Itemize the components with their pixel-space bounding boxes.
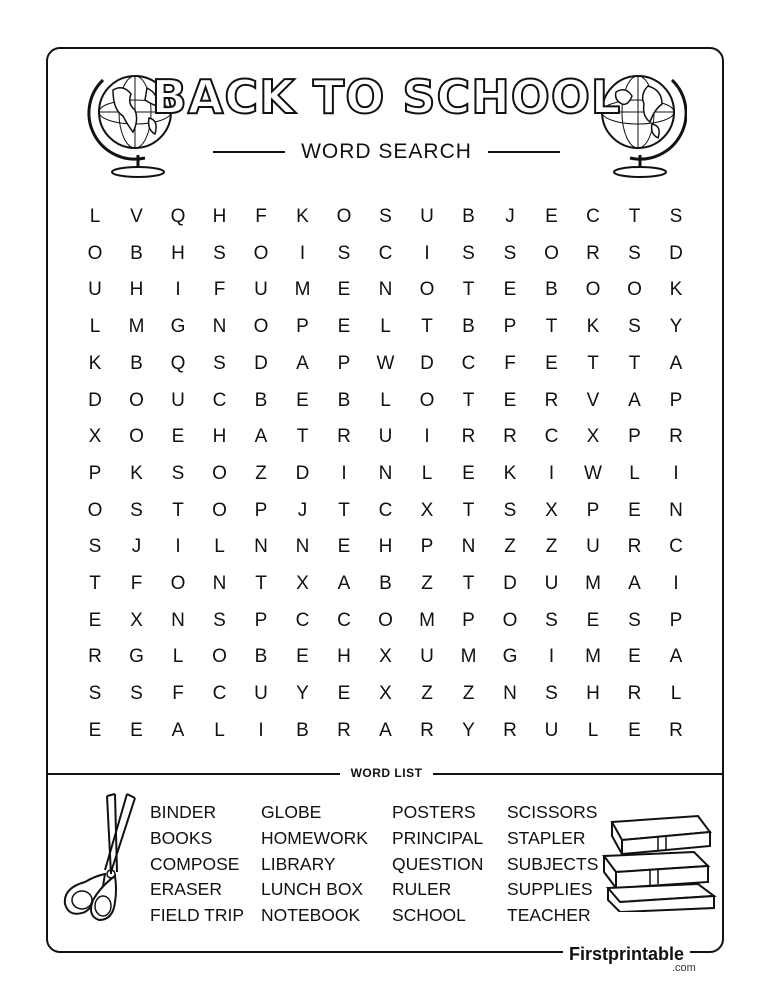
- grid-letter[interactable]: C: [378, 242, 393, 264]
- grid-letter[interactable]: H: [171, 242, 185, 264]
- grid-letter[interactable]: C: [378, 499, 393, 521]
- grid-letter[interactable]: Z: [255, 462, 267, 484]
- grid-letter[interactable]: E: [628, 499, 641, 521]
- word-list-divider-left: [46, 773, 340, 775]
- grid-letter[interactable]: G: [170, 316, 186, 338]
- grid-letter[interactable]: A: [171, 719, 185, 741]
- grid-letter[interactable]: E: [503, 279, 517, 301]
- grid-letter[interactable]: S: [337, 242, 351, 264]
- grid-letter[interactable]: M: [419, 609, 435, 631]
- grid-letter[interactable]: A: [296, 352, 309, 374]
- grid-letter[interactable]: T: [587, 352, 599, 374]
- grid-letter[interactable]: T: [545, 316, 558, 338]
- grid-letter[interactable]: T: [462, 279, 475, 301]
- grid-letter[interactable]: E: [503, 389, 517, 411]
- grid-letter[interactable]: C: [461, 352, 476, 374]
- word-list-item: GLOBE: [261, 802, 322, 822]
- grid-letter[interactable]: T: [338, 499, 350, 521]
- grid-letter[interactable]: O: [212, 646, 227, 668]
- grid-letter[interactable]: G: [502, 646, 518, 668]
- grid-letter[interactable]: U: [378, 426, 393, 448]
- grid-letter[interactable]: K: [130, 462, 143, 484]
- grid-letter[interactable]: W: [376, 352, 395, 374]
- grid-letter[interactable]: P: [503, 316, 517, 338]
- grid-letter[interactable]: A: [379, 719, 392, 741]
- grid-letter[interactable]: B: [379, 573, 392, 594]
- grid-letter[interactable]: B: [254, 389, 268, 411]
- grid-letter[interactable]: U: [544, 573, 559, 594]
- grid-letter[interactable]: G: [129, 646, 144, 668]
- grid-letter[interactable]: E: [545, 352, 558, 374]
- grid-letter[interactable]: I: [424, 426, 430, 448]
- grid-letter[interactable]: M: [585, 646, 601, 668]
- scissors-icon: [55, 790, 145, 925]
- grid-letter[interactable]: S: [213, 242, 226, 264]
- grid-letter[interactable]: S: [171, 462, 185, 484]
- grid-letter[interactable]: E: [88, 609, 102, 631]
- grid-letter[interactable]: D: [420, 352, 434, 374]
- grid-letter[interactable]: F: [172, 683, 184, 705]
- grid-letter[interactable]: I: [548, 646, 555, 668]
- grid-letter[interactable]: O: [419, 279, 435, 301]
- word-list-label: WORD LIST: [350, 766, 423, 780]
- grid-letter[interactable]: R: [669, 426, 683, 448]
- grid-letter[interactable]: P: [88, 462, 102, 484]
- grid-letter[interactable]: Y: [669, 316, 683, 338]
- grid-letter[interactable]: M: [460, 646, 477, 668]
- grid-letter[interactable]: O: [585, 279, 601, 301]
- grid-letter[interactable]: L: [380, 389, 391, 411]
- grid-letter[interactable]: E: [586, 609, 600, 631]
- grid-letter[interactable]: P: [420, 536, 434, 558]
- grid-letter[interactable]: L: [587, 719, 599, 741]
- word-list-item: HOMEWORK: [261, 827, 368, 848]
- grid-letter[interactable]: K: [296, 206, 309, 227]
- grid-letter[interactable]: B: [545, 279, 558, 301]
- grid-letter[interactable]: C: [337, 609, 351, 631]
- grid-letter[interactable]: K: [503, 462, 517, 484]
- grid-letter[interactable]: E: [296, 389, 309, 411]
- grid-letter[interactable]: O: [170, 573, 186, 594]
- grid-letter[interactable]: O: [87, 242, 103, 264]
- grid-letter[interactable]: L: [89, 206, 101, 227]
- grid-letter[interactable]: R: [627, 536, 642, 558]
- grid-letter[interactable]: J: [505, 206, 515, 227]
- grid-letter[interactable]: N: [461, 536, 476, 558]
- grid-letter[interactable]: S: [503, 499, 517, 521]
- grid-letter[interactable]: D: [503, 573, 517, 594]
- grid-letter[interactable]: H: [378, 536, 393, 558]
- grid-letter[interactable]: R: [503, 426, 517, 448]
- word-list-item: LUNCH BOX: [261, 879, 364, 900]
- grid-letter[interactable]: T: [421, 316, 433, 338]
- grid-letter[interactable]: A: [628, 573, 641, 594]
- grid-letter[interactable]: A: [337, 573, 351, 594]
- grid-letter[interactable]: E: [337, 316, 351, 338]
- grid-letter[interactable]: E: [545, 206, 558, 227]
- grid-letter[interactable]: T: [89, 573, 101, 594]
- grid-letter[interactable]: E: [628, 646, 641, 668]
- grid-letter[interactable]: S: [503, 242, 517, 264]
- grid-letter[interactable]: M: [128, 316, 145, 338]
- grid-letter[interactable]: N: [378, 279, 393, 301]
- grid-letter[interactable]: K: [88, 352, 102, 374]
- grid-letter[interactable]: R: [337, 719, 351, 741]
- grid-letter[interactable]: S: [628, 609, 641, 631]
- grid-letter[interactable]: E: [171, 426, 185, 448]
- word-list-column-4: [507, 800, 598, 929]
- grid-letter[interactable]: P: [254, 499, 268, 521]
- grid-letter[interactable]: T: [628, 206, 641, 227]
- grid-letter[interactable]: L: [670, 683, 682, 705]
- grid-letter[interactable]: B: [130, 352, 143, 374]
- grid-letter[interactable]: B: [130, 242, 143, 264]
- grid-letter[interactable]: O: [129, 426, 144, 448]
- grid-letter[interactable]: O: [212, 499, 227, 521]
- grid-letter[interactable]: O: [253, 316, 269, 338]
- grid-letter[interactable]: T: [296, 426, 309, 448]
- grid-letter[interactable]: O: [419, 389, 435, 411]
- grid-letter[interactable]: I: [548, 462, 555, 484]
- grid-letter[interactable]: T: [462, 499, 475, 521]
- grid-letter[interactable]: R: [88, 646, 102, 668]
- grid-letter[interactable]: R: [586, 242, 600, 264]
- grid-letter[interactable]: R: [503, 719, 517, 741]
- grid-letter[interactable]: I: [299, 242, 306, 264]
- grid-letter[interactable]: U: [171, 389, 185, 411]
- grid-letter[interactable]: P: [337, 352, 351, 374]
- grid-letter[interactable]: R: [544, 389, 559, 411]
- grid-letter[interactable]: H: [212, 426, 227, 448]
- grid-letter[interactable]: H: [129, 279, 144, 301]
- grid-letter[interactable]: B: [296, 719, 309, 741]
- grid-letter[interactable]: F: [504, 352, 516, 374]
- grid-letter[interactable]: H: [337, 646, 351, 668]
- grid-letter[interactable]: H: [212, 206, 227, 227]
- grid-letter[interactable]: E: [628, 719, 641, 741]
- word-list-item: LIBRARY: [261, 853, 336, 874]
- grid-letter[interactable]: I: [175, 536, 181, 558]
- grid-letter[interactable]: S: [545, 609, 558, 631]
- grid-letter[interactable]: S: [88, 683, 102, 705]
- grid-letter[interactable]: S: [462, 242, 475, 264]
- grid-letter[interactable]: I: [673, 573, 679, 594]
- grid-letter[interactable]: N: [254, 536, 268, 558]
- grid-letter[interactable]: X: [586, 426, 600, 448]
- word-list-item: FIELD TRIP: [150, 905, 245, 926]
- grid-letter[interactable]: P: [296, 316, 309, 338]
- grid-letter[interactable]: K: [586, 316, 600, 338]
- grid-letter[interactable]: O: [627, 279, 642, 301]
- grid-letter[interactable]: N: [212, 573, 227, 594]
- grid-letter[interactable]: E: [337, 536, 351, 558]
- page-title: BACK TO SCHOOL: [151, 70, 622, 124]
- grid-letter[interactable]: P: [628, 426, 641, 448]
- grid-letter[interactable]: E: [130, 719, 143, 741]
- grid-letter[interactable]: L: [89, 316, 101, 338]
- word-list-column-2: [261, 800, 368, 929]
- word-list-item: SUBJECTS: [507, 853, 599, 874]
- word-list-item: SCISSORS: [507, 802, 598, 822]
- grid-letter[interactable]: E: [462, 462, 475, 484]
- grid-letter[interactable]: X: [130, 609, 143, 631]
- grid-letter[interactable]: N: [503, 683, 517, 705]
- grid-letter[interactable]: S: [130, 499, 143, 521]
- grid-letter[interactable]: X: [545, 499, 558, 521]
- grid-letter[interactable]: Y: [462, 719, 475, 741]
- grid-letter[interactable]: T: [628, 352, 641, 374]
- grid-letter[interactable]: Y: [296, 683, 309, 705]
- grid-letter[interactable]: X: [420, 499, 434, 521]
- grid-letter[interactable]: C: [669, 536, 683, 558]
- grid-letter[interactable]: A: [254, 426, 268, 448]
- grid-letter[interactable]: S: [628, 316, 641, 338]
- grid-letter[interactable]: B: [254, 646, 268, 668]
- grid-letter[interactable]: L: [629, 462, 640, 484]
- grid-letter[interactable]: A: [669, 646, 683, 668]
- grid-letter[interactable]: A: [669, 352, 683, 374]
- grid-letter[interactable]: U: [254, 683, 268, 705]
- grid-letter[interactable]: B: [462, 316, 475, 338]
- word-list-item: COMPOSE: [150, 853, 240, 874]
- grid-letter[interactable]: F: [255, 206, 267, 227]
- word-list-item: SUPPLIES: [507, 879, 593, 900]
- grid-letter[interactable]: Q: [170, 352, 186, 374]
- word-list-divider-right: [433, 773, 724, 775]
- grid-letter[interactable]: R: [337, 426, 351, 448]
- word-list-item: BOOKS: [150, 827, 213, 848]
- grid-letter[interactable]: Z: [421, 683, 433, 705]
- grid-letter[interactable]: E: [88, 719, 102, 741]
- grid-letter[interactable]: N: [669, 499, 683, 521]
- grid-letter[interactable]: P: [669, 389, 683, 411]
- grid-letter[interactable]: U: [420, 206, 434, 227]
- word-list-item: TEACHER: [507, 905, 591, 926]
- grid-letter[interactable]: S: [130, 683, 143, 705]
- books-icon: [598, 812, 720, 912]
- grid-letter[interactable]: L: [214, 719, 225, 741]
- grid-letter[interactable]: L: [380, 316, 391, 338]
- word-list-item: RULER: [392, 879, 452, 900]
- grid-letter[interactable]: I: [258, 719, 264, 741]
- grid-letter[interactable]: R: [420, 719, 434, 741]
- grid-letter[interactable]: N: [171, 609, 185, 631]
- grid-letter[interactable]: L: [421, 462, 433, 484]
- grid-letter[interactable]: D: [669, 242, 683, 264]
- grid-letter[interactable]: X: [379, 683, 392, 705]
- grid-letter[interactable]: P: [462, 609, 475, 631]
- grid-letter[interactable]: A: [628, 389, 641, 411]
- grid-letter[interactable]: D: [254, 352, 268, 374]
- grid-letter[interactable]: T: [462, 389, 475, 411]
- word-list-item: POSTERS: [392, 802, 476, 822]
- grid-letter[interactable]: Z: [462, 683, 475, 705]
- grid-letter[interactable]: C: [212, 683, 227, 705]
- grid-letter[interactable]: V: [586, 389, 600, 411]
- word-list-item: NOTEBOOK: [261, 905, 361, 926]
- grid-letter[interactable]: J: [131, 536, 142, 558]
- grid-letter[interactable]: T: [172, 499, 184, 521]
- grid-letter[interactable]: R: [669, 719, 683, 741]
- grid-letter[interactable]: S: [545, 683, 558, 705]
- grid-letter[interactable]: K: [669, 279, 683, 301]
- grid-letter[interactable]: E: [337, 279, 351, 301]
- brand-domain: .com: [672, 962, 696, 974]
- subtitle-rule-right: [488, 151, 560, 153]
- grid-letter[interactable]: V: [130, 206, 143, 227]
- letter-grid: [74, 196, 698, 746]
- grid-letter[interactable]: X: [296, 573, 309, 594]
- grid-letter[interactable]: L: [214, 536, 225, 558]
- word-list-column-3: [392, 800, 483, 929]
- grid-letter[interactable]: C: [544, 426, 559, 448]
- grid-letter[interactable]: Q: [170, 206, 186, 227]
- grid-letter[interactable]: U: [544, 719, 559, 741]
- word-list-column-1: [150, 800, 244, 929]
- grid-letter[interactable]: W: [584, 462, 602, 484]
- grid-letter[interactable]: S: [628, 242, 641, 264]
- subtitle-row: [0, 140, 773, 164]
- grid-letter[interactable]: M: [294, 279, 311, 301]
- word-list-item: BINDER: [150, 802, 217, 822]
- grid-letter[interactable]: N: [378, 462, 393, 484]
- word-list-item: STAPLER: [507, 827, 586, 848]
- grid-letter[interactable]: X: [379, 646, 392, 668]
- grid-letter[interactable]: Z: [504, 536, 516, 558]
- grid-letter[interactable]: J: [297, 499, 308, 521]
- grid-letter[interactable]: P: [586, 499, 600, 521]
- grid-letter[interactable]: I: [341, 462, 347, 484]
- grid-letter[interactable]: E: [337, 683, 351, 705]
- grid-letter[interactable]: H: [586, 683, 600, 705]
- word-list-item: SCHOOL: [392, 905, 466, 926]
- grid-letter[interactable]: U: [586, 536, 600, 558]
- grid-letter[interactable]: I: [175, 279, 181, 301]
- grid-letter[interactable]: O: [87, 499, 103, 521]
- grid-letter[interactable]: O: [129, 389, 144, 411]
- grid-letter[interactable]: B: [462, 206, 475, 227]
- grid-letter[interactable]: S: [379, 206, 392, 227]
- grid-letter[interactable]: B: [337, 389, 351, 411]
- grid-letter[interactable]: P: [254, 609, 268, 631]
- grid-letter[interactable]: C: [212, 389, 227, 411]
- grid-letter[interactable]: S: [669, 206, 683, 227]
- grid-letter[interactable]: U: [254, 279, 268, 301]
- subtitle-rule-left: [213, 151, 285, 153]
- grid-letter[interactable]: O: [253, 242, 269, 264]
- grid-letter[interactable]: T: [255, 573, 267, 594]
- grid-letter[interactable]: P: [669, 609, 683, 631]
- grid-letter[interactable]: I: [673, 462, 679, 484]
- grid-letter[interactable]: N: [295, 536, 310, 558]
- grid-letter[interactable]: Z: [545, 536, 558, 558]
- grid-letter[interactable]: I: [424, 242, 430, 264]
- grid-letter[interactable]: M: [585, 573, 601, 594]
- grid-letter[interactable]: D: [295, 462, 310, 484]
- grid-letter[interactable]: O: [502, 609, 518, 631]
- grid-letter[interactable]: N: [212, 316, 227, 338]
- grid-letter[interactable]: L: [172, 646, 184, 668]
- grid-letter[interactable]: O: [378, 609, 393, 631]
- grid-letter[interactable]: F: [213, 279, 226, 301]
- grid-letter[interactable]: C: [586, 206, 600, 227]
- grid-letter[interactable]: O: [336, 206, 352, 227]
- grid-letter[interactable]: E: [296, 646, 309, 668]
- grid-letter[interactable]: D: [88, 389, 102, 411]
- grid-letter[interactable]: S: [213, 352, 226, 374]
- grid-letter[interactable]: S: [88, 536, 102, 558]
- word-list-item: ERASER: [150, 879, 222, 900]
- brand-logo: Firstprintable: [563, 944, 690, 964]
- grid-letter[interactable]: U: [88, 279, 102, 301]
- grid-letter[interactable]: Z: [421, 573, 433, 594]
- grid-letter[interactable]: O: [544, 242, 559, 264]
- grid-letter[interactable]: S: [213, 609, 226, 631]
- grid-letter[interactable]: X: [88, 426, 102, 448]
- word-list-item: QUESTION: [392, 853, 484, 874]
- grid-letter[interactable]: T: [462, 573, 475, 594]
- grid-letter[interactable]: R: [627, 683, 642, 705]
- grid-letter[interactable]: U: [420, 646, 434, 668]
- grid-letter[interactable]: O: [212, 462, 227, 484]
- grid-letter[interactable]: F: [130, 573, 143, 594]
- grid-letter[interactable]: C: [295, 609, 310, 631]
- grid-letter[interactable]: R: [461, 426, 476, 448]
- page-subtitle: WORD SEARCH: [301, 140, 472, 163]
- word-list-item: PRINCIPAL: [392, 827, 484, 848]
